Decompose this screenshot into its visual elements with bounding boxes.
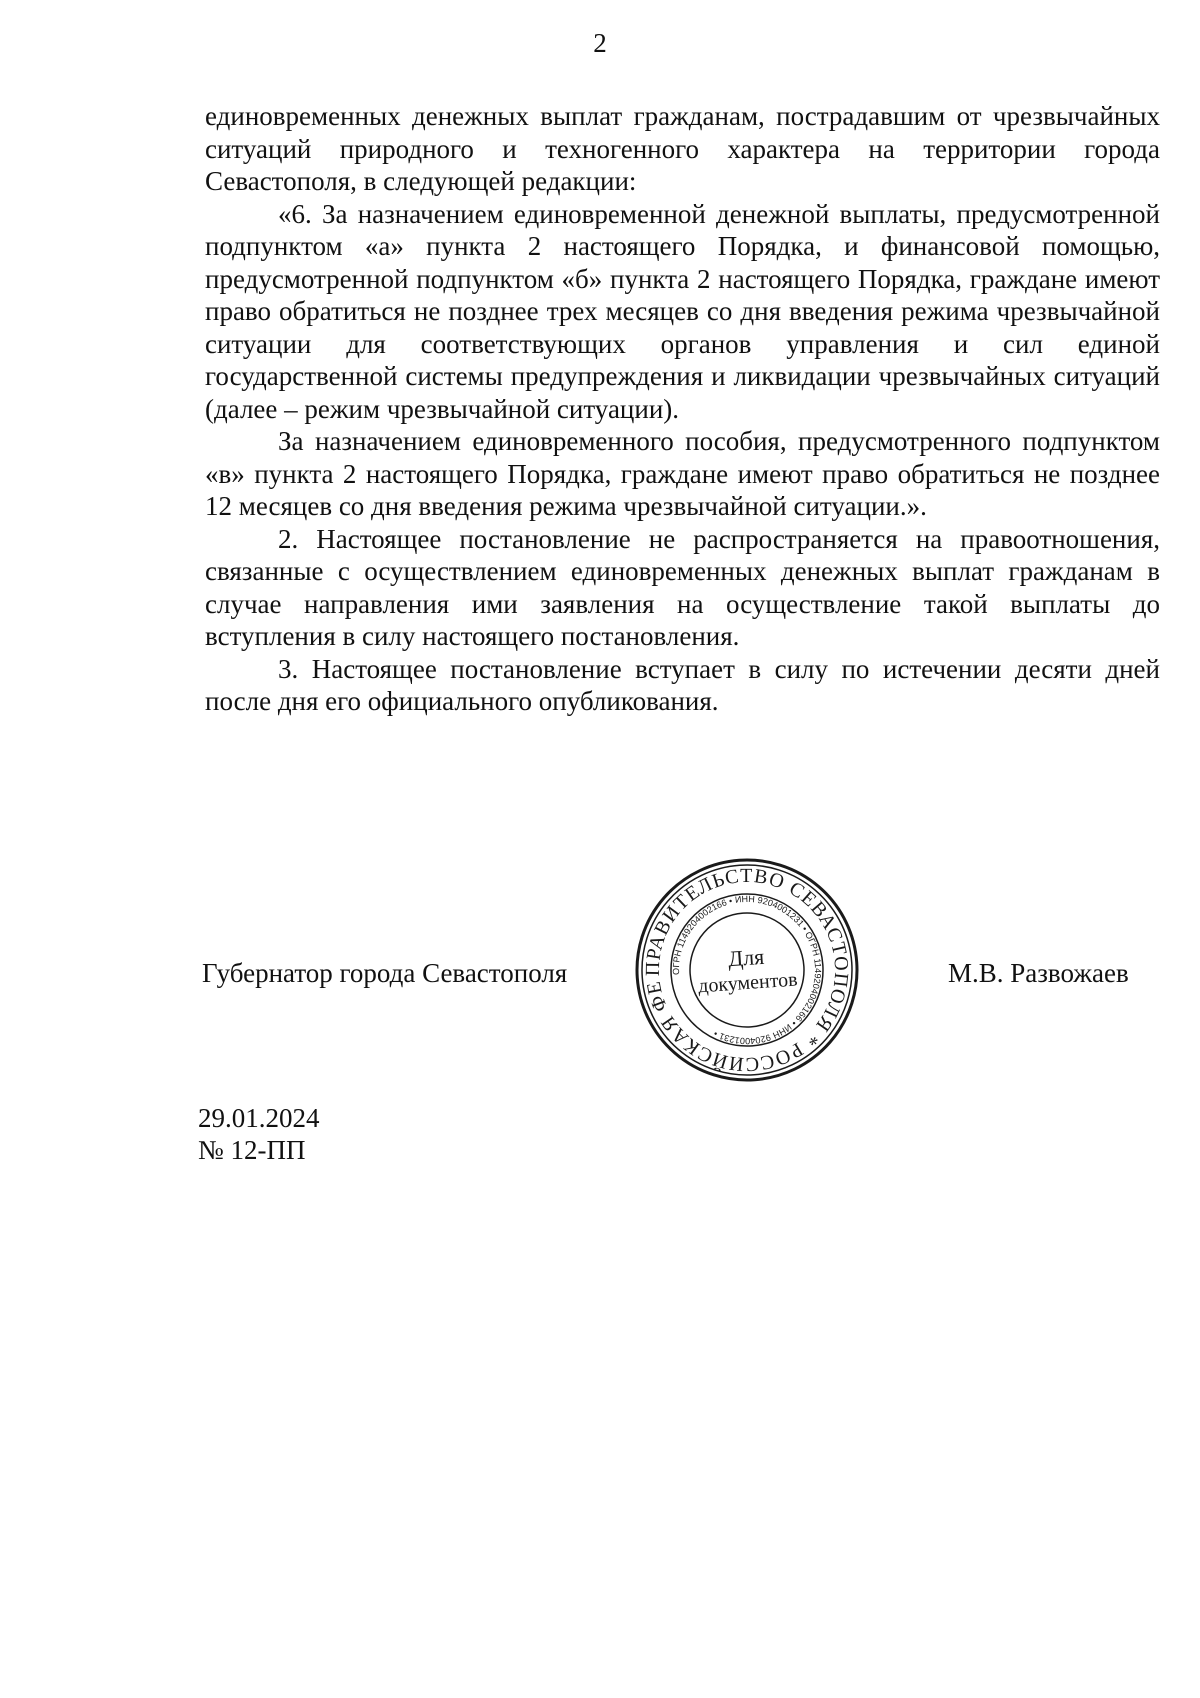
document-number: № 12-ПП <box>198 1135 306 1165</box>
document-body <box>205 100 1160 718</box>
paragraph-clause-6: «6. За назначением единовременной денежной выплаты, предусмотренной подпунктом «а» пункта 2 настоящего Порядка, и финансовой помощью, предусмотренной подпунктом «б» пункта 2 настоящего Порядка, граждане имеют право обратиться не позднее трех месяцев со дня введения режима чрезвычайной ситуации для соответствующих органов управления и сил единой государственной системы предупреждения и ликвидации чрезвычайных ситуаций (далее – режим чрезвычайной ситуации). <box>205 198 1160 424</box>
paragraph-allowance: За назначением единовременного пособия, предусмотренного подпунктом «в» пункта 2 настоящего Порядка, граждане имеют право обратиться не позднее 12 месяцев со дня введения режима чрезвычайной ситуации.». <box>205 426 1160 521</box>
document-meta <box>198 1102 320 1166</box>
official-seal <box>624 847 862 1085</box>
svg-text:ПРАВИТЕЛЬСТВО СЕВАСТОПОЛЯ * РО: ПРАВИТЕЛЬСТВО СЕВАСТОПОЛЯ * РОССИЙСКАЯ ФЕДЕРАЦИЯ * <box>624 847 853 1076</box>
document-date: 29.01.2024 <box>198 1103 320 1133</box>
svg-text:ОГРН 1149204002166 • ИНН 92040: ОГРН 1149204002166 • ИНН 9204001231 • ОГРН 1149204002166 • ИНН 9204001231 • <box>670 893 824 1047</box>
page-number: 2 <box>593 28 607 58</box>
svg-text:документов: документов <box>697 968 799 998</box>
signatory-position: Губернатор города Севастополя <box>202 958 568 988</box>
paragraph-item-2: 2. Настоящее постановление не распространяется на правоотношения, связанные с осуществлением единовременных денежных выплат гражданам в случае направления ими заявления на осуществление такой выплаты до вступления в силу настоящего постановления. <box>205 523 1160 651</box>
svg-text:Для: Для <box>727 943 766 972</box>
paragraph-item-3: 3. Настоящее постановление вступает в силу по истечении десяти дней после дня его официального опубликования. <box>205 653 1160 716</box>
signatory-name: М.В. Развожаев <box>948 958 1129 988</box>
paragraph-continuation: единовременных денежных выплат гражданам, пострадавшим от чрезвычайных ситуаций природного и техногенного характера на территории города Севастополя, в следующей редакции: <box>205 101 1160 196</box>
